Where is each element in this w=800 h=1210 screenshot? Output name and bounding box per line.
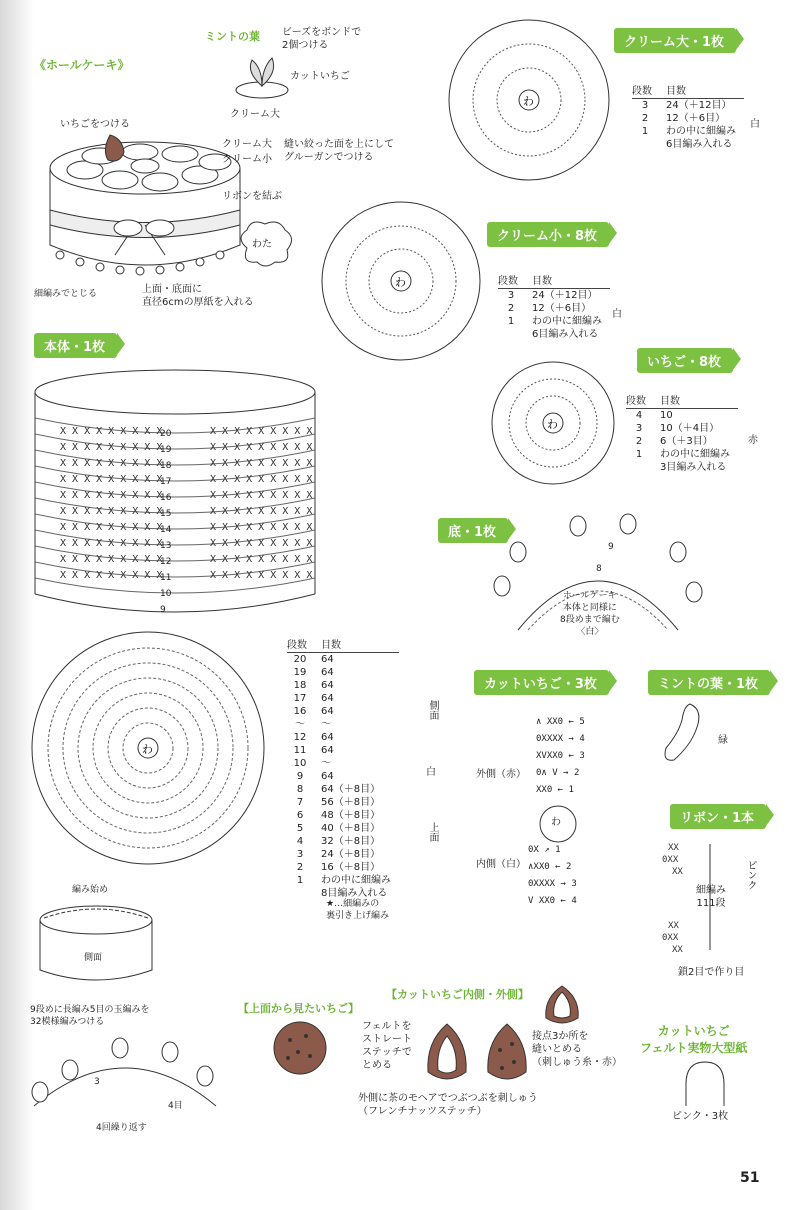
side-row-num: 14	[160, 525, 172, 535]
row-stitches: 64	[321, 667, 334, 678]
svg-text:X X X X X X X X X: X X X X X X X X X	[60, 554, 163, 565]
mint-leaf-decoration	[232, 52, 292, 102]
page-number: 51	[740, 1170, 760, 1186]
side-st4: 4目	[168, 1101, 183, 1111]
mint-leaf-color: 緑	[718, 735, 728, 746]
svg-text:わ: わ	[142, 743, 153, 756]
svg-text:X X X X X X X X X: X X X X X X X X X	[210, 522, 313, 533]
bottom-row8: 8	[596, 564, 602, 574]
row-num: 8	[296, 784, 304, 795]
bottom-title: 底・1枚	[438, 518, 508, 543]
side-label: 側面	[84, 953, 103, 963]
row-stitches: 64	[321, 745, 334, 756]
row-stitches: 64	[321, 706, 334, 717]
svg-text:わ: わ	[547, 418, 558, 431]
header-row-count: 段数	[498, 272, 532, 289]
side-row-num: 15	[160, 509, 172, 519]
row-num: 19	[293, 667, 307, 678]
side-row-num: 17	[160, 477, 172, 487]
ribbon-chain: 鎖2目で作り目	[678, 967, 745, 978]
row-num: 17	[293, 693, 307, 704]
row-num: 16	[293, 706, 307, 717]
row-num: 10	[293, 758, 307, 769]
svg-text:X X X X X X X X X: X X X X X X X X X	[210, 506, 313, 517]
header-row-count: 段数	[626, 392, 660, 409]
row-stitches: わの中に細編み	[660, 449, 730, 460]
cream-large-table	[632, 82, 744, 151]
svg-text:わ: わ	[523, 95, 534, 108]
row-num: 2	[635, 436, 643, 447]
outer-row-num: 2	[573, 768, 580, 778]
cut-strawberry-title: カットいちご・3枚	[474, 670, 609, 695]
label-cream-large: クリーム大	[222, 139, 272, 150]
cut-inner-outer-title: 【カットいちご内側・外側】	[386, 988, 529, 1001]
cut-strawberry-outer: 外側（赤）	[476, 769, 526, 780]
cut-strawberry-inner-illustration	[424, 1022, 470, 1084]
svg-text:X X X X X X X X X: X X X X X X X X X	[60, 506, 163, 517]
bottom-row9: 9	[608, 542, 614, 552]
side-bobble-chart	[30, 1030, 220, 1110]
svg-text:X X X X X X X X X: X X X X X X X X X	[60, 474, 163, 485]
row-stitches: 3目編み入れる	[660, 462, 727, 473]
svg-text:X X X X X X X X X: X X X X X X X X X	[210, 458, 313, 469]
row-num: 1	[296, 875, 304, 886]
row-num: 3	[635, 423, 643, 434]
strawberry-color: 赤	[748, 435, 758, 446]
side-row-num: 9	[160, 605, 166, 615]
label-ribbon-tie: リボンを結ぶ	[222, 191, 282, 202]
row-num: 3	[641, 100, 649, 111]
svg-text:X X X X X X X X X: X X X X X X X X X	[210, 426, 313, 437]
ribbon-middle: 細編み 111段	[696, 885, 726, 909]
row-num: 20	[293, 654, 307, 665]
row-stitches: 6目編み入れる	[532, 329, 599, 340]
row-stitches: 6目編み入れる	[666, 139, 733, 150]
outer-row-num: 5	[579, 717, 585, 727]
cream-small-title: クリーム小・8枚	[487, 222, 609, 247]
svg-text:X X X X X X X X X: X X X X X X X X X	[60, 426, 163, 437]
body-side-label: 側面	[427, 700, 438, 720]
row-stitches: 64	[321, 680, 334, 691]
row-num: 7	[296, 797, 304, 808]
outer-row-num: 4	[579, 734, 585, 744]
cut-strawberry-outer-illustration	[484, 1022, 530, 1084]
label-cotton: わた	[252, 239, 272, 250]
cream-large-color: 白	[750, 119, 760, 130]
inner-row-num: 4	[571, 896, 577, 906]
row-stitches: 24（＋8目）	[321, 849, 381, 860]
header-stitch-count: 目数	[666, 82, 744, 99]
felt-pattern-title: カットいちご フェルト実物大型紙	[640, 1024, 748, 1055]
side-diagram-cake	[36, 890, 166, 990]
side-st3: 3	[94, 1077, 100, 1087]
row-num	[632, 138, 666, 151]
svg-text:X X X X X X X X X: X X X X X X X X X	[210, 442, 313, 453]
row-num: 4	[635, 410, 643, 421]
whole-cake-illustration	[40, 130, 240, 290]
side-repeat: 4回繰り返す	[96, 1123, 147, 1133]
row-stitches: 64	[321, 771, 334, 782]
cut-strawberry-ring-label: わ	[551, 817, 561, 828]
side-row-num: 10	[160, 589, 172, 599]
row-stitches: ～	[321, 758, 331, 769]
mint-note-title: ミントの葉	[205, 30, 260, 43]
row-stitches: 64（＋8目）	[321, 784, 381, 795]
row-stitches: ～	[321, 719, 331, 730]
row-stitches: 12（＋6目）	[666, 113, 726, 124]
top-view-strawberry	[272, 1020, 328, 1076]
side-row-num: 12	[160, 557, 172, 567]
label-glue-note: 縫い絞った面を上にして グルーガンでつける	[284, 139, 394, 163]
svg-text:X X X X X X X X X: X X X X X X X X X	[210, 538, 313, 549]
svg-text:X X X X X X X X X: X X X X X X X X X	[60, 442, 163, 453]
mint-note-cream-large: クリーム大	[230, 109, 280, 120]
cream-small-chart	[320, 200, 482, 362]
label-cream-small: クリーム小	[222, 154, 272, 165]
whole-cake-title: 《ホールケーキ》	[34, 58, 130, 72]
row-stitches: 12（＋6目）	[532, 303, 592, 314]
row-stitches: 64	[321, 654, 334, 665]
label-strawberry-on: いちごをつける	[60, 119, 130, 130]
sew-points-illustration	[542, 984, 582, 1028]
header-stitch-count: 目数	[532, 272, 610, 289]
row-num: 2	[507, 303, 515, 314]
row-stitches: 64	[321, 732, 334, 743]
row-stitches: 24（＋12目）	[532, 290, 598, 301]
felt-note: フェルトを ストレート ステッチで とめる	[362, 1021, 412, 1071]
row-stitches: わの中に細編み	[666, 126, 736, 137]
row-stitches: 10	[660, 410, 673, 421]
label-close-stitch: 細編みでとじる	[34, 289, 98, 299]
svg-text:X X X X X X X X X: X X X X X X X X X	[210, 474, 313, 485]
strawberry-title: いちご・8枚	[637, 348, 733, 373]
strawberry-table	[626, 392, 738, 474]
svg-text:XX: XX	[672, 867, 683, 877]
body-top-chart	[30, 630, 266, 866]
cut-strawberry-inner: 内側（白）	[476, 859, 526, 870]
row-stitches: 6（＋3目）	[660, 436, 713, 447]
outer-row-num: 1	[568, 785, 574, 795]
svg-text:X X X X X X X X X: X X X X X X X X X	[60, 522, 163, 533]
sew-note: 接点3か所を 縫いとめる （刺しゅう糸・赤）	[532, 1031, 622, 1068]
row-num: 2	[296, 862, 304, 873]
felt-pattern-shape	[680, 1060, 730, 1108]
side-row-num: 13	[160, 541, 172, 551]
row-num: 9	[296, 771, 304, 782]
ribbon-title: リボン・1本	[670, 804, 766, 829]
row-num: 4	[296, 836, 304, 847]
row-num: 1	[641, 126, 649, 137]
page-gutter-shadow	[0, 0, 34, 1210]
svg-text:XX: XX	[672, 945, 683, 955]
svg-text:X X X X X X X X X: X X X X X X X X X	[60, 458, 163, 469]
row-stitches: 24（＋12目）	[666, 100, 732, 111]
side-row-num: 19	[160, 445, 172, 455]
header-row-count: 段数	[287, 636, 321, 653]
mint-leaf-chart	[660, 700, 706, 766]
row-stitches: わの中に細編み	[321, 875, 391, 886]
svg-text:XX: XX	[668, 921, 679, 931]
mint-leaf-title: ミントの葉・1枚	[648, 670, 770, 695]
side-row-num: 11	[160, 573, 172, 583]
row-num: 6	[296, 810, 304, 821]
svg-text:X X X X X X X X X: X X X X X X X X X	[210, 570, 313, 581]
top-view-title: 【上面から見たいちご】	[238, 1002, 359, 1015]
row-num: 11	[293, 745, 307, 756]
cut-strawberry-outer-rows: ∧ XX0 ← 5 0XXXX → 4 XVXX0 ← 3 0∧ V → 2 XX0 ← 1	[536, 717, 585, 795]
ribbon-color: ピンク	[745, 860, 756, 890]
row-stitches: 32（＋8目）	[321, 836, 381, 847]
body-table	[287, 636, 399, 900]
row-num: 1	[635, 449, 643, 460]
side-start: 編み始め	[72, 885, 109, 895]
row-num: ～	[295, 719, 305, 730]
svg-text:X X X X X X X X X: X X X X X X X X X	[60, 538, 163, 549]
body-note: ★…細編みの 裏引き上げ編み	[326, 899, 390, 921]
row-stitches: 40（＋8目）	[321, 823, 381, 834]
inner-row-num: 2	[565, 862, 572, 872]
row-num	[626, 461, 660, 474]
inner-row-num: 3	[571, 879, 577, 889]
svg-text:XX: XX	[668, 843, 679, 853]
row-num: 2	[641, 113, 649, 124]
header-stitch-count: 目数	[660, 392, 738, 409]
mint-note-cut-strawberry: カットいちご	[290, 71, 350, 82]
row-stitches: 8目編み入れる	[321, 888, 388, 899]
row-num	[287, 887, 321, 900]
outer-row-num: 3	[579, 751, 585, 761]
svg-text:X X X X X X X X X: X X X X X X X X X	[210, 554, 313, 565]
header-stitch-count: 目数	[321, 636, 399, 653]
header-row-count: 段数	[632, 82, 666, 99]
cream-large-title: クリーム大・1枚	[614, 28, 736, 53]
row-stitches: 48（＋8目）	[321, 810, 381, 821]
row-num: 1	[507, 316, 515, 327]
side-row-num: 18	[160, 461, 172, 471]
row-stitches: 56（＋8目）	[321, 797, 381, 808]
inner-row-num: 1	[555, 845, 561, 855]
felt-pattern-label: ピンク・3枚	[672, 1111, 729, 1122]
row-stitches: わの中に細編み	[532, 316, 602, 327]
bottom-note: ホールケーキ 本体と同様に 8段めまで編む 〈白〉	[560, 591, 620, 637]
cut-strawberry-inner-rows: 0X ↗ 1 ∧XX0 ← 2 0XXXX → 3 V XX0 ← 4	[528, 845, 577, 906]
cream-small-table	[498, 272, 610, 341]
row-num: 3	[507, 290, 515, 301]
body-color: 白	[426, 767, 436, 778]
row-num: 18	[293, 680, 307, 691]
svg-text:わ: わ	[395, 276, 406, 289]
body-title: 本体・1枚	[34, 333, 117, 358]
row-num: 12	[293, 732, 307, 743]
svg-text:0XX: 0XX	[662, 933, 679, 943]
mint-note-beads: ビーズをボンドで 2個つける	[282, 27, 362, 51]
cream-small-color: 白	[612, 309, 622, 320]
side-note: 9段めに長編み5目の玉編みを 32模様編みつける	[30, 1005, 150, 1027]
svg-text:0XX: 0XX	[662, 855, 679, 865]
side-row-num: 16	[160, 493, 172, 503]
body-top-label: 上面	[427, 822, 438, 842]
row-num: 3	[296, 849, 304, 860]
row-stitches: 10（＋4目）	[660, 423, 720, 434]
side-row-num: 20	[160, 429, 172, 439]
body-side-row-numbers	[160, 428, 171, 616]
body-side-chart	[30, 368, 320, 626]
strawberry-chart	[490, 360, 616, 486]
row-stitches: 64	[321, 693, 334, 704]
svg-text:X X X X X X X X X: X X X X X X X X X	[210, 490, 313, 501]
svg-text:X X X X X X X X X: X X X X X X X X X	[60, 570, 163, 581]
row-stitches: 16（＋8目）	[321, 862, 381, 873]
svg-text:X X X X X X X X X: X X X X X X X X X	[60, 490, 163, 501]
label-cardboard: 上面・底面に 直径6cmの厚紙を入れる	[142, 284, 254, 308]
stitch-note: 外側に茶のモヘアでつぶつぶを刺しゅう （フレンチナッツステッチ）	[358, 1093, 538, 1117]
row-num: 5	[296, 823, 304, 834]
row-num	[498, 328, 532, 341]
cream-large-chart	[447, 18, 611, 182]
